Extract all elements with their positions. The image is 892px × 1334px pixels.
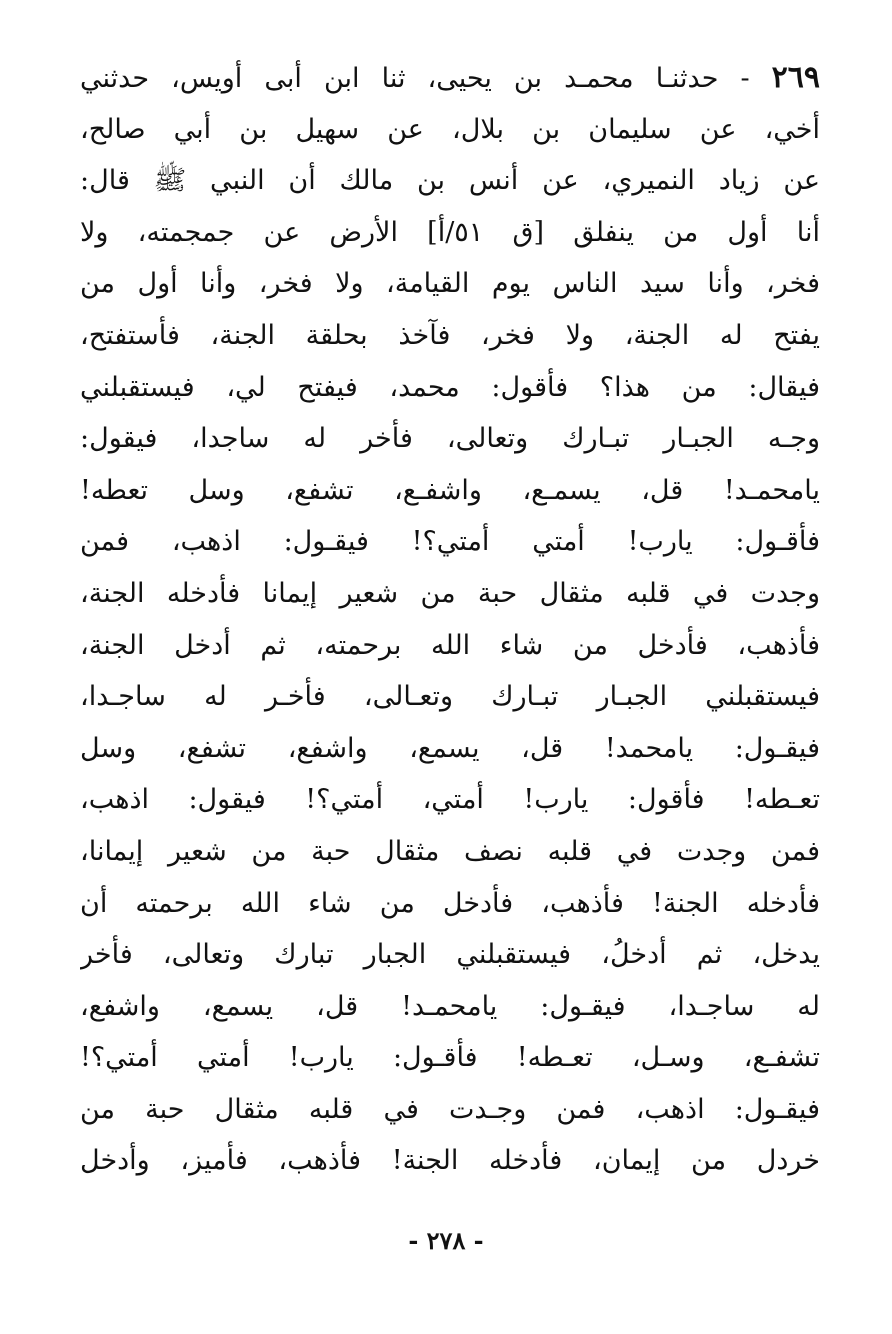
text-line: فأدخله الجنة! فأذهب، فأدخل من شاء الله برحمته أن: [80, 887, 820, 919]
text-line: فأذهب، فأدخل من شاء الله برحمته، ثم أدخل الجنة،: [80, 629, 820, 661]
text-line: ٢٦٩ - حدثنـا محمـد بن يحيى، ثنا ابن أبى أويس، حدثني: [80, 60, 820, 95]
text-line: فأقـول: يارب! أمتي أمتي؟! فيقـول: اذهب، فمن: [80, 526, 820, 558]
text-line: فيقال: من هذا؟ فأقول: محمد، فيفتح لي، فيستقبلني: [80, 371, 820, 403]
text-line: أخي، عن سليمان بن بلال، عن سهيل بن أبي صالح،: [80, 113, 820, 145]
text-line: يامحمـد! قل، يسمـع، واشفـع، تشفع، وسل تعطه!: [80, 474, 820, 506]
hadith-number: ٢٦٩: [771, 60, 820, 95]
text-line: يفتح له الجنة، ولا فخر، فآخذ بحلقة الجنة، فأستفتح،: [80, 319, 820, 351]
text-line: فخر، وأنا سيد الناس يوم القيامة، ولا فخر، وأنا أول من: [80, 268, 820, 300]
page-number: - ٢٧٨ -: [408, 1226, 484, 1255]
text-line: تشفـع، وسـل، تعـطه! فأقـول: يارب! أمتي أمتي؟!: [80, 1042, 820, 1074]
text-line: فيقـول: اذهب، فمن وجـدت في قلبه مثقال حبة من: [80, 1093, 820, 1125]
text-line: خردل من إيمان، فأدخله الجنة! فأذهب، فأميز، وأدخل: [80, 1145, 820, 1177]
text-line: وجدت في قلبه مثقال حبة من شعير إيمانا فأدخله الجنة،: [80, 577, 820, 609]
text-line: فيستقبلني الجبـار تبـارك وتعـالى، فأخـر له ساجـدا،: [80, 681, 820, 713]
text-line: تعـطه! فأقول: يارب! أمتي، أمتي؟! فيقول: اذهب،: [80, 784, 820, 816]
text-line: أنا أول من ينفلق [ق ٥١/أ] الأرض عن جمجمته، ولا: [80, 216, 820, 248]
text-line: وجـه الجبـار تبـارك وتعالى، فأخر له ساجدا، فيقول:: [80, 423, 820, 455]
text-line: يدخل، ثم أدخلُ، فيستقبلني الجبار تبارك وتعالى، فأخر: [80, 939, 820, 971]
text-line: له ساجـدا، فيقـول: يامحمـد! قل، يسمع، واشفع،: [80, 990, 820, 1022]
hadith-text: [80, 52, 820, 1187]
text-line: فمن وجدت في قلبه نصف مثقال حبة من شعير إيمانا،: [80, 835, 820, 867]
text-line: فيقـول: يامحمد! قل، يسمع، واشفع، تشفع، وسل: [80, 732, 820, 764]
text-line: عن زياد النميري، عن أنس بن مالك أن النبي ﷺ قال:: [80, 165, 820, 197]
